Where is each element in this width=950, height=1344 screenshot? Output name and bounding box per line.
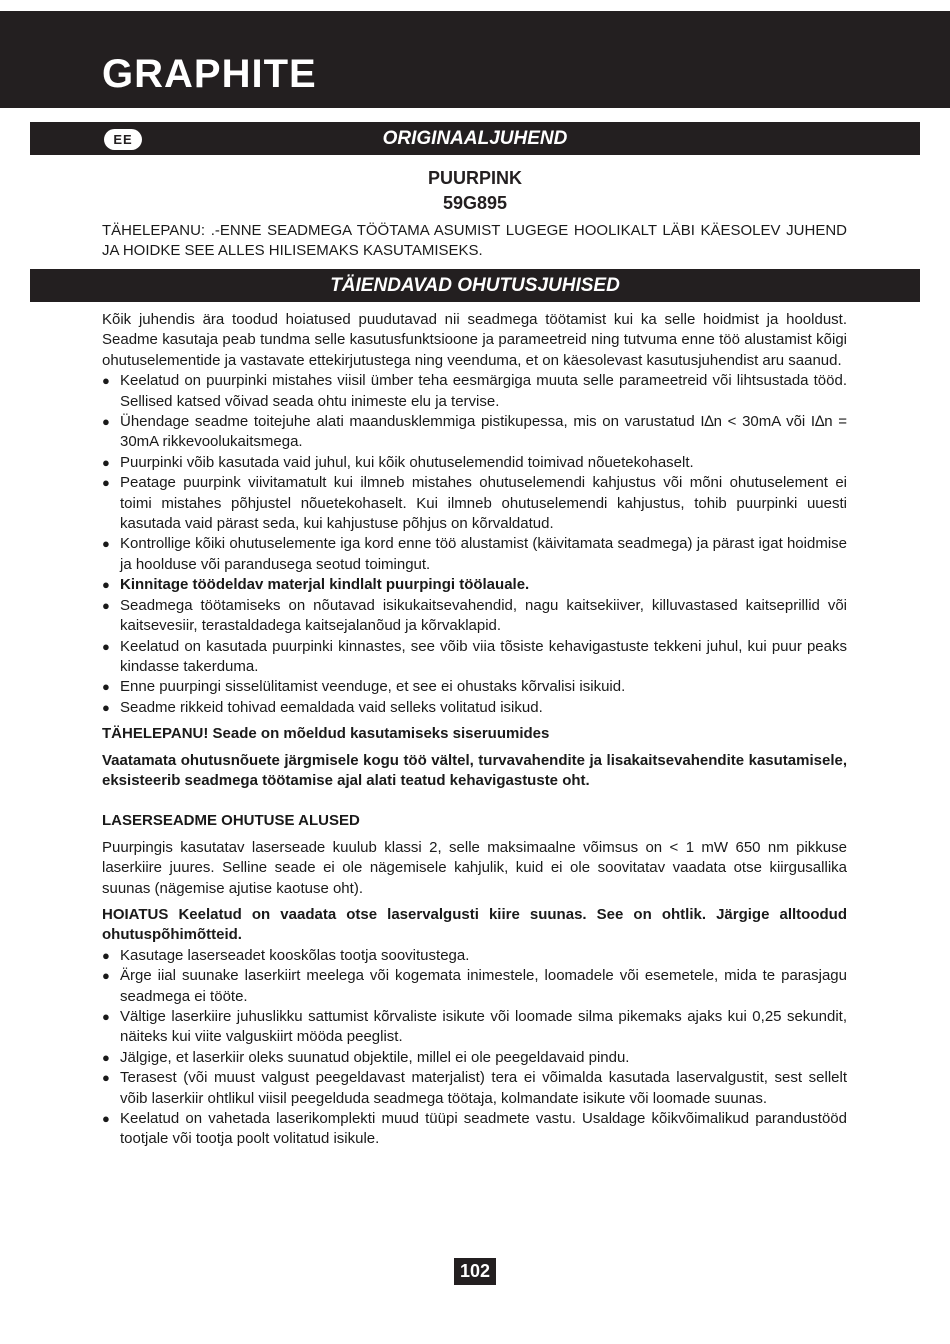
product-code: 59G895: [442, 193, 508, 213]
page-number: 102: [454, 1258, 496, 1285]
safety-list: [102, 371, 847, 718]
risk-note: Vaatamata ohutusnõuete järgmisele kogu töö vältel, turvavahendite ja lisakaitsevahendite kasutamisele, eksisteerib seadmega töötamise ajal alati teatud kehavigastuste oht.: [102, 751, 847, 789]
list-item: ● Keelatud on puurpinki mistahes viisil ümber teha eesmärgiga muuta selle parameetreid või lihtsustada tööd. Sellised katsed võivad seada ohtu inimeste elu ja tervise.: [102, 371, 847, 412]
list-item: ● Kinnitage töödeldav materjal kindlalt puurpingi töölauale.: [102, 575, 847, 595]
laser-warning: HOIATUS Keelatud on vaadata otse laservalgusti kiire suunas. See on ohtlik. Järgige alltoodud ohutuspõhimõtteid.: [102, 905, 847, 944]
attention-top: TÄHELEPANU: .-ENNE SEADMEGA TÖÖTAMA ASUMIST LUGEGE HOOLIKALT LÄBI KÄESOLEV JUHEND JA HOIDKE SEE ALLES HILISEMAKS KASUTAMISEKS.: [102, 222, 847, 260]
brand-logo: GRAPHITE: [102, 52, 317, 96]
language-badge: EE: [104, 129, 142, 150]
section-title-original: ORIGINAALJUHEND: [382, 128, 568, 149]
list-item: ● Seadmega töötamiseks on nõutavad isikukaitsevahendid, nagu kaitsekiiver, killuvastased kaitseprillid või kaitsevesiir, terastaldadega kaitsejalanõud ja kõrvaklapid.: [102, 596, 847, 637]
list-item: ● Ärge iial suunake laserkiirt meelega või kogemata inimestele, loomadele või esemetele, mida te parasjagu seadmega ei tööte.: [102, 966, 847, 1007]
laser-heading: LASERSEADME OHUTUSE ALUSED: [102, 812, 360, 830]
list-item: ● Keelatud on kasutada puurpinki kinnastes, see võib viia tõsiste kehavigastuste tekkeni juhul, kui puur peaks kindasse takerduma.: [102, 637, 847, 678]
list-item: ● Keelatud on vahetada laserikomplekti muud tüüpi seadmete vastu. Usaldage kõikvõimalikud parandustööd tootjale või tootja poolt volitatud isikule.: [102, 1109, 847, 1150]
intro-paragraph: Kõik juhendis ära toodud hoiatused puudutavad nii seadmega töötamist kui ka selle hoidmist ja hooldust. Seadme kasutaja peab tundma selle kasutusfunktsioone ja parameetreid ning tutvuma enne töö alustamist kõigi ohutuselementide ja vastavate ettekirjutustega ning veenduma, et on käesolevast kasutusjuhendist aru saanud.: [102, 311, 847, 369]
list-item: ● Peatage puurpink viivitamatult kui ilmneb mistahes ohutuselemendi kahjustus või mõni ohutuselement ei toimi mistahes põhjustel nõuetekohaselt. Kui ilmneb ohutuselemendi kahjustus, tohib puurpinki uuesti kasutada vaid pärast seda, kui kahjustuse põhjus on kõrvaldatud.: [102, 473, 847, 534]
list-item: ● Jälgige, et laserkiir oleks suunatud objektile, millel ei ole peegeldavaid pindu.: [102, 1048, 847, 1068]
laser-intro: Puurpingis kasutatav laserseade kuulub klassi 2, selle maksimaalne võimsus on < 1 mW 650 nm pikkuse laserkiire juures. Selline seade ei ole nägemisele kahjulik, kuid ei ole soovitatav vaadata otse kiirgusallika suunas (nägemise ajutise kaotuse oht).: [102, 838, 847, 897]
section-bar-safety: [30, 269, 920, 302]
list-item: ● Enne puurpingi sisselülitamist veenduge, et see ei ohustaks kõrvalisi isikuid.: [102, 677, 847, 697]
list-item: ● Vältige laserkiire juhuslikku sattumist kõrvaliste isikute või loomade silma pikemaks ajaks kui 0,25 sekundit, näiteks kui viite valguskiirt mööda peeglist.: [102, 1007, 847, 1048]
list-item: ● Kasutage laserseadet kooskõlas tootja soovitustega.: [102, 946, 847, 966]
section-title-safety: TÄIENDAVAD OHUTUSJUHISED: [330, 275, 620, 296]
main-content: [102, 310, 847, 1150]
list-item: ● Ühendage seadme toitejuhe alati maandusklemmiga pistikupessa, mis on varustatud I∆n < 30mA või I∆n = 30mA rikkevoolukaitsmega.: [102, 412, 847, 453]
indoor-note: TÄHELEPANU! Seade on mõeldud kasutamiseks siseruumides: [102, 725, 550, 743]
laser-list: [102, 946, 847, 1150]
product-name: PUURPINK: [427, 168, 522, 188]
list-item: ● Seadme rikkeid tohivad eemaldada vaid selleks volitatud isikud.: [102, 698, 847, 718]
section-bar-original: [30, 122, 920, 155]
list-item: ● Kontrollige kõiki ohutuselemente iga kord enne töö alustamist (käivitamata seadmega) ja pärast igat hoidmise ja hoolduse või parandusega seotud toimingut.: [102, 534, 847, 575]
list-item: ● Puurpinki võib kasutada vaid juhul, kui kõik ohutuselemendid toimivad nõuetekohaselt.: [102, 453, 847, 473]
list-item: ● Terasest (või muust valgust peegeldavast materjalist) tera ei võimalda kasutada laservalgustit, sest sellelt võib laserkiir ohtlikul viisil peegelduda seadmega töötaja, kolmandate isikute või loomade suunas.: [102, 1068, 847, 1109]
